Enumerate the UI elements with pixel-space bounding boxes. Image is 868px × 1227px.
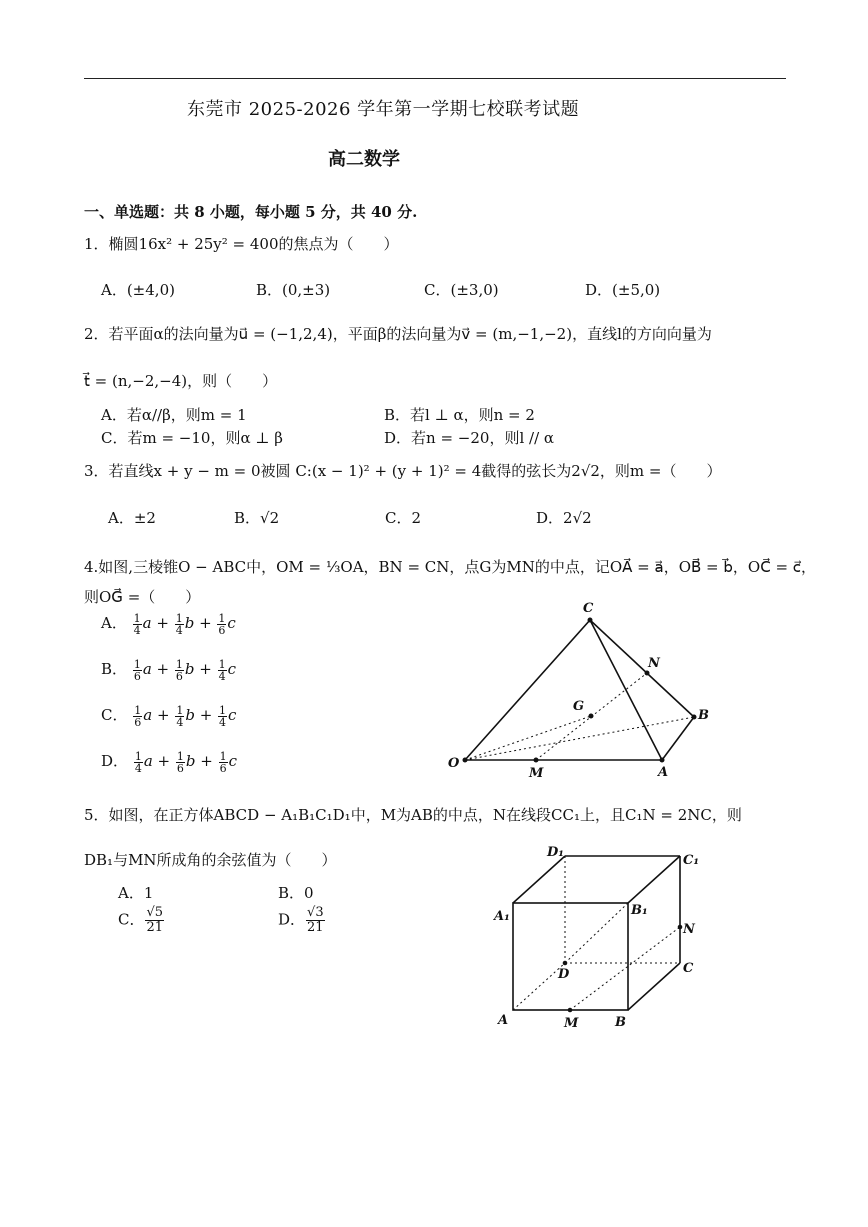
label-a1: A₁: [494, 909, 510, 924]
question-4-stem-line2: 则OG⃗ =（ ）: [84, 588, 201, 606]
q4-option-d: D． $\frac{1}{4}$ a + $\frac{1}{6}$ b + $\frac{1}{6}$ c: [101, 749, 237, 775]
label-n: N: [683, 922, 695, 937]
edge-cb: [590, 620, 694, 717]
point-d: [563, 961, 568, 966]
edge-a1d1: [513, 856, 565, 903]
segment-mn: [570, 927, 680, 1010]
label-c: C: [583, 601, 594, 616]
label-b: B: [615, 1015, 626, 1030]
q4-option-c: C． $\frac{1}{6}$ a + $\frac{1}{4}$ b + $\frac{1}{4}$ c: [101, 703, 237, 729]
label-c1: C₁: [683, 853, 700, 868]
q5-option-b: B．0: [278, 884, 314, 902]
label-a: A: [658, 765, 669, 780]
question-4-stem-line1: 4.如图,三棱锥O − ABC中，OM = ⅓OA，BN = CN，点G为MN的中点，记OA⃗ = a⃗，OB⃗ = b⃗，OC⃗ = c⃗，: [84, 558, 817, 576]
label-d: D: [558, 967, 570, 982]
segment-db1: [565, 903, 628, 963]
label-a: A: [498, 1013, 509, 1028]
question-5-stem-line2: DB₁与MN所成角的余弦值为（ ）: [84, 851, 337, 869]
point-a: [660, 758, 665, 763]
header-rule: [84, 78, 786, 79]
q1-option-c: C．(±3,0): [424, 281, 499, 299]
front-face: [513, 903, 628, 1010]
q2-option-d: D．若n = −20，则l // α: [384, 429, 555, 447]
point-n: [645, 671, 650, 676]
edge-oc: [465, 620, 590, 760]
label-c: C: [683, 961, 694, 976]
q3-option-a: A．±2: [108, 509, 156, 527]
label-o: O: [448, 756, 460, 771]
cube-figure: [490, 838, 710, 1038]
label-b: B: [698, 708, 709, 723]
question-2-stem-line1: 2．若平面α的法向量为u⃗ = (−1,2,4)，平面β的法向量为v⃗ = (m,−1,−2)，直线l的方向向量为: [84, 325, 712, 343]
edge-ba: [662, 717, 694, 760]
point-c: [588, 618, 593, 623]
q5-option-a: A．1: [118, 884, 154, 902]
q1-option-a: A．(±4,0): [101, 281, 175, 299]
q3-option-b: B．√2: [234, 509, 280, 527]
q4-option-b: B． $\frac{1}{6}$ a + $\frac{1}{6}$ b + $\frac{1}{4}$ c: [101, 657, 236, 683]
q4-option-a: A． $\frac{1}{4}$ a + $\frac{1}{4}$ b + $\frac{1}{6}$ c: [101, 611, 236, 637]
point-n: [678, 925, 683, 930]
section-heading: 一、单选题：共 8 小题，每小题 5 分，共 40 分.: [84, 203, 418, 221]
point-m: [568, 1008, 573, 1013]
tetrahedron-figure: [440, 595, 730, 785]
label-d1: D₁: [547, 845, 564, 860]
point-m: [534, 758, 539, 763]
point-g: [589, 714, 594, 719]
q5-option-d: D． $\frac{√3}{21}$: [278, 905, 324, 935]
q1-option-d: D．(±5,0): [585, 281, 661, 299]
edge-b1c1: [628, 856, 680, 903]
question-3-stem: 3．若直线x + y − m = 0被圆 C:(x − 1)² + (y + 1)² = 4截得的弦长为2√2，则m =（ ）: [84, 462, 722, 480]
q3-option-c: C．2: [385, 509, 422, 527]
question-1-stem: 1．椭圆16x² + 25y² = 400的焦点为（ ）: [84, 235, 399, 253]
edge-bc: [628, 963, 680, 1010]
label-m: M: [529, 766, 544, 781]
exam-title: 东莞市 2025-2026 学年第一学期七校联考试题: [187, 99, 580, 120]
q2-option-a: A．若α//β，则m = 1: [101, 406, 247, 424]
label-g: G: [573, 699, 585, 714]
question-2-stem-line2: t⃗ = (n,−2,−4)，则（ ）: [84, 372, 278, 390]
edge-ob-hidden: [465, 717, 694, 760]
q2-option-c: C．若m = −10，则α ⊥ β: [101, 429, 283, 447]
q2-option-b: B．若l ⊥ α，则n = 2: [384, 406, 535, 424]
label-m: M: [564, 1016, 579, 1031]
q5-option-c: C． $\frac{√5}{21}$: [118, 905, 164, 935]
label-n: N: [648, 656, 660, 671]
q1-option-b: B．(0,±3): [256, 281, 331, 299]
label-b1: B₁: [631, 903, 648, 918]
question-5-stem-line1: 5．如图，在正方体ABCD − A₁B₁C₁D₁中，M为AB的中点，N在线段CC₁上，且C₁N = 2NC，则: [84, 806, 742, 824]
q3-option-d: D．2√2: [536, 509, 592, 527]
exam-subject: 高二数学: [328, 149, 400, 170]
edge-ca: [590, 620, 662, 760]
point-b: [692, 715, 697, 720]
point-o: [463, 758, 468, 763]
